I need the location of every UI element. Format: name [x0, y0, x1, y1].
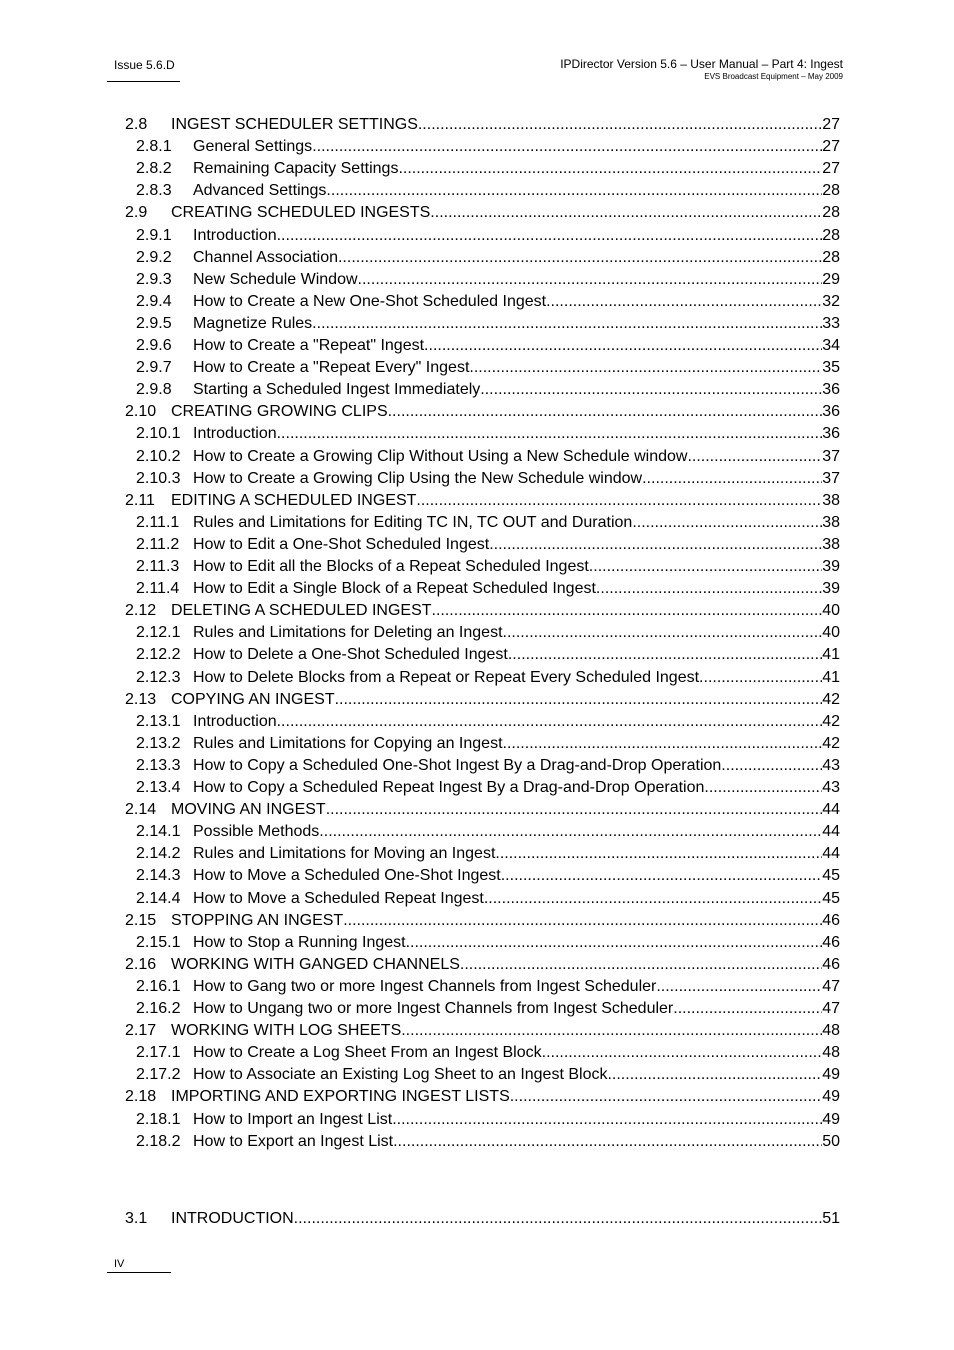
- toc-entry-line: [193, 180, 840, 202]
- toc-leader-dots: [358, 269, 823, 291]
- toc-entry[interactable]: [0, 1109, 954, 1131]
- toc-entry-number: 2.16.2: [136, 1000, 181, 1017]
- toc-leader-dots: [704, 777, 822, 799]
- toc-entry-number: 2.12.2: [136, 646, 181, 664]
- toc-entry-page: 51: [822, 1210, 840, 1227]
- toc-entry-page: 49: [822, 1088, 840, 1106]
- toc-entry-title: How to Create a Growing Clip Without Using a New Schedule window: [193, 447, 688, 465]
- footer-rule: [107, 1272, 171, 1273]
- toc-entry-page: 50: [822, 1132, 840, 1150]
- toc-entry[interactable]: [0, 799, 954, 821]
- toc-entry-number: 2.11: [125, 491, 155, 509]
- toc-leader-dots: [721, 755, 822, 777]
- toc-entry-title: Rules and Limitations for Editing TC IN, TC OUT and Duration: [193, 513, 633, 531]
- toc-entry-page: 44: [822, 845, 840, 863]
- toc-entry-title: How to Copy a Scheduled Repeat Ingest By a Drag-and-Drop Operation: [193, 779, 705, 796]
- toc-entry[interactable]: [0, 180, 954, 202]
- toc-leader-dots: [687, 446, 822, 468]
- toc-entry-title: EDITING A SCHEDULED INGEST: [171, 491, 417, 509]
- toc-entry[interactable]: [0, 1042, 954, 1064]
- toc-entry-page: 40: [822, 602, 840, 620]
- toc-entry-title: Channel Association: [193, 248, 338, 266]
- toc-entry-page: 42: [822, 712, 840, 730]
- toc-entry-page: 45: [822, 867, 840, 885]
- document-subtitle: EVS Broadcast Equipment – May 2009: [704, 72, 843, 81]
- toc-leader-dots: [277, 423, 823, 445]
- toc-entry[interactable]: [0, 202, 954, 224]
- toc-entry-title: Introduction: [193, 425, 277, 443]
- toc-entry-number: 2.9.5: [136, 314, 172, 332]
- toc-entry[interactable]: [0, 291, 954, 313]
- toc-entry-page: 27: [822, 116, 840, 133]
- toc-entry[interactable]: [0, 910, 954, 932]
- toc-leader-dots: [312, 136, 822, 158]
- toc-entry-number: 2.16.1: [136, 977, 181, 995]
- toc-leader-dots: [416, 490, 822, 512]
- toc-entry[interactable]: [0, 158, 954, 180]
- toc-leader-dots: [484, 888, 822, 910]
- toc-entry-number: 2.11.4: [136, 580, 180, 598]
- toc-entry[interactable]: [0, 379, 954, 401]
- toc-entry-number: 2.10: [125, 403, 157, 421]
- toc-entry-title: How to Create a "Repeat Every" Ingest: [193, 359, 470, 377]
- toc-leader-dots: [326, 799, 823, 821]
- toc-entry-number: 2.15.1: [136, 933, 181, 951]
- toc-entry-number: 2.17.1: [136, 1044, 181, 1062]
- toc-entry-title: Starting a Scheduled Ingest Immediately: [193, 381, 481, 399]
- toc-entry[interactable]: [0, 512, 954, 534]
- toc-entry-number: 2.9.4: [136, 292, 172, 310]
- toc-leader-dots: [430, 202, 822, 224]
- toc-entry-number: 2.9.6: [136, 337, 172, 354]
- toc-entry-line: [193, 158, 840, 180]
- toc-entry-line: [171, 490, 840, 512]
- toc-entry-number: 2.9.7: [136, 359, 172, 377]
- toc-entry[interactable]: [0, 976, 954, 998]
- header-title-block: [560, 57, 843, 82]
- toc-leader-dots: [424, 335, 822, 357]
- toc-entry-page: 42: [822, 690, 840, 708]
- toc-leader-dots: [503, 622, 823, 644]
- toc-entry[interactable]: [0, 556, 954, 578]
- toc-leader-dots: [589, 556, 822, 578]
- toc-entry-page: 37: [822, 447, 840, 465]
- toc-entry-line: [193, 269, 840, 291]
- toc-entry-number: 2.8: [125, 116, 148, 133]
- toc-entry-line: [193, 379, 840, 401]
- toc-entry-title: Rules and Limitations for Moving an Ingest: [193, 845, 496, 863]
- toc-leader-dots: [495, 843, 822, 865]
- toc-entry[interactable]: [0, 335, 954, 357]
- toc-entry-title: How to Import an Ingest List: [193, 1110, 393, 1128]
- toc-entry-line: [171, 114, 840, 136]
- toc-entry-number: 2.9.3: [136, 270, 172, 288]
- toc-entry-title: How to Create a Log Sheet From an Ingest Block: [193, 1044, 542, 1062]
- toc-entry[interactable]: [0, 821, 954, 843]
- toc-entry-page: 47: [822, 977, 840, 995]
- toc-entry[interactable]: [0, 1086, 954, 1108]
- toc-entry-number: 2.12.3: [136, 668, 181, 686]
- toc-leader-dots: [294, 1208, 823, 1230]
- toc-entry[interactable]: [0, 843, 954, 865]
- toc-entry-page: 38: [822, 513, 840, 531]
- toc-entry-page: 42: [822, 734, 840, 752]
- toc-entry[interactable]: [0, 423, 954, 445]
- toc-entry[interactable]: [0, 490, 954, 512]
- toc-leader-dots: [401, 1020, 822, 1042]
- toc-entry[interactable]: [0, 954, 954, 976]
- toc-entry-line: [193, 865, 840, 887]
- toc-entry-page: 49: [822, 1110, 840, 1128]
- toc-entry[interactable]: [0, 313, 954, 335]
- toc-entry-page: 36: [822, 403, 840, 421]
- toc-leader-dots: [277, 225, 823, 247]
- toc-entry-number: 2.15: [125, 911, 157, 929]
- toc-entry-line: [171, 689, 840, 711]
- toc-entry-number: 2.9.1: [136, 226, 172, 244]
- toc-entry-line: [193, 556, 840, 578]
- toc-leader-dots: [312, 313, 822, 335]
- toc-entry-title: How to Delete Blocks from a Repeat or Repeat Every Scheduled Ingest: [193, 668, 700, 686]
- toc-entry-page: 36: [822, 381, 840, 399]
- toc-entry[interactable]: [0, 1131, 954, 1153]
- toc-entry-page: 43: [822, 756, 840, 774]
- toc-entry-page: 28: [822, 226, 840, 244]
- toc-entry[interactable]: [0, 269, 954, 291]
- toc-entry[interactable]: [0, 446, 954, 468]
- toc-entry-page: 36: [822, 425, 840, 443]
- toc-entry-line: [171, 799, 840, 821]
- toc-leader-dots: [388, 401, 823, 423]
- toc-entry-number: 2.13.3: [136, 756, 181, 774]
- toc-entry-page: 33: [822, 314, 840, 332]
- toc-entry-title: New Schedule Window: [193, 270, 358, 288]
- toc-entry-page: 40: [822, 624, 840, 642]
- toc-leader-dots: [319, 821, 822, 843]
- toc-entry-page: 44: [822, 801, 840, 819]
- toc-entry-line: [193, 821, 840, 843]
- toc-entry[interactable]: [0, 777, 954, 799]
- toc-entry-page: 45: [822, 889, 840, 907]
- toc-leader-dots: [393, 1131, 822, 1153]
- toc-entry[interactable]: [0, 733, 954, 755]
- toc-entry-title: WORKING WITH LOG SHEETS: [171, 1022, 402, 1040]
- toc-entry-page: 46: [822, 933, 840, 951]
- toc-entry-page: 37: [822, 469, 840, 487]
- toc-entry-number: 2.18.2: [136, 1132, 181, 1150]
- toc-entry-line: [193, 446, 840, 468]
- toc-entry-number: 2.14.1: [136, 823, 181, 841]
- toc-entry-number: 2.8.1: [136, 138, 172, 156]
- toc-entry-page: 29: [822, 270, 840, 288]
- toc-entry[interactable]: [0, 1020, 954, 1042]
- toc-entry-title: CREATING SCHEDULED INGESTS: [171, 204, 431, 222]
- toc-entry[interactable]: [0, 932, 954, 954]
- toc-entry-line: [193, 976, 840, 998]
- toc-entry-line: [171, 1208, 840, 1230]
- toc-entry-page: 39: [822, 558, 840, 575]
- toc-entry-title: How to Stop a Running Ingest: [193, 933, 406, 951]
- toc-entry-number: 2.13: [125, 690, 157, 708]
- toc-entry-page: 46: [822, 911, 840, 929]
- toc-entry-page: 43: [822, 779, 840, 796]
- toc-leader-dots: [607, 1064, 822, 1086]
- toc-entry-line: [193, 1109, 840, 1131]
- toc-entry-number: 2.11.2: [136, 535, 180, 553]
- toc-entry[interactable]: [0, 468, 954, 490]
- toc-entry-title: Advanced Settings: [193, 182, 327, 200]
- toc-entry-title: How to Move a Scheduled Repeat Ingest: [193, 889, 484, 907]
- toc-entry-page: 32: [822, 292, 840, 310]
- toc-entry-number: 2.12.1: [136, 624, 181, 642]
- toc-leader-dots: [542, 1042, 823, 1064]
- toc-entry-line: [171, 954, 840, 976]
- toc-entry-title: CREATING GROWING CLIPS: [171, 403, 388, 421]
- toc-entry-line: [171, 600, 840, 622]
- toc-entry-number: 2.13.2: [136, 734, 181, 752]
- toc-entry-line: [171, 1020, 840, 1042]
- toc-entry-title: COPYING AN INGEST: [171, 690, 335, 708]
- toc-entry-page: 44: [822, 823, 840, 841]
- toc-leader-dots: [335, 689, 823, 711]
- toc-leader-dots: [503, 733, 823, 755]
- toc-leader-dots: [418, 114, 822, 136]
- toc-entry-title: How to Create a Growing Clip Using the New Schedule window: [193, 469, 643, 487]
- toc-entry-page: 27: [822, 138, 840, 156]
- toc-entry-line: [193, 733, 840, 755]
- toc-entry-line: [193, 777, 840, 799]
- toc-entry-title: General Settings: [193, 138, 313, 156]
- toc-entry-page: 38: [822, 491, 840, 509]
- toc-entry-page: 34: [822, 337, 840, 354]
- toc-entry-title: Rules and Limitations for Copying an Ingest: [193, 734, 503, 752]
- toc-entry-number: 2.14.4: [136, 889, 181, 907]
- toc-entry-number: 2.8.2: [136, 160, 172, 178]
- toc-entry-line: [193, 291, 840, 313]
- toc-entry[interactable]: [0, 755, 954, 777]
- toc-entry-title: Remaining Capacity Settings: [193, 160, 399, 178]
- toc-entry[interactable]: [0, 1064, 954, 1086]
- toc-entry-title: How to Associate an Existing Log Sheet to an Ingest Block: [193, 1066, 608, 1084]
- toc-entry[interactable]: [0, 622, 954, 644]
- toc-entry-page: 28: [822, 204, 840, 222]
- toc-entry-line: [171, 202, 840, 224]
- toc-entry-line: [193, 225, 840, 247]
- toc-entry-title: Rules and Limitations for Deleting an Ingest: [193, 624, 503, 642]
- toc-entry-page: 41: [822, 646, 840, 664]
- toc-entry[interactable]: [0, 225, 954, 247]
- toc-entry[interactable]: [0, 888, 954, 910]
- issue-label: Issue 5.6.D: [114, 58, 175, 72]
- toc-entry-title: Introduction: [193, 712, 277, 730]
- toc-entry-number: 2.11.3: [136, 558, 180, 575]
- toc-entry-title: How to Copy a Scheduled One-Shot Ingest By a Drag-and-Drop Operation: [193, 756, 722, 774]
- toc-entry-line: [193, 313, 840, 335]
- toc-entry-title: How to Edit a One-Shot Scheduled Ingest: [193, 535, 490, 553]
- toc-entry-number: 2.14.3: [136, 867, 181, 885]
- page-number: IV: [114, 1258, 125, 1270]
- toc-entry-title: Magnetize Rules: [193, 314, 313, 332]
- toc-entry-title: How to Create a New One-Shot Scheduled Ingest: [193, 292, 547, 310]
- toc-entry-line: [193, 247, 840, 269]
- toc-leader-dots: [406, 932, 823, 954]
- toc-entry[interactable]: [0, 865, 954, 887]
- toc-leader-dots: [632, 512, 822, 534]
- toc-entry-line: [193, 1131, 840, 1153]
- toc-entry[interactable]: [0, 667, 954, 689]
- toc-entry-number: 2.13.1: [136, 712, 181, 730]
- toc-entry-page: 48: [822, 1044, 840, 1062]
- toc-leader-dots: [546, 291, 822, 313]
- toc-entry-number: 2.12: [125, 602, 157, 620]
- toc-entry-page: 27: [822, 160, 840, 178]
- toc-leader-dots: [277, 711, 823, 733]
- toc-entry-line: [193, 468, 840, 490]
- header-rule: [107, 81, 180, 82]
- toc-entry-title: How to Gang two or more Ingest Channels from Ingest Scheduler: [193, 977, 657, 995]
- toc-entry-page: 49: [822, 1066, 840, 1084]
- toc-entry-page: 39: [822, 580, 840, 598]
- toc-entry-line: [193, 423, 840, 445]
- toc-entry-number: 2.10.3: [136, 469, 181, 487]
- toc-entry-line: [193, 512, 840, 534]
- toc-entry-number: 2.11.1: [136, 513, 180, 531]
- toc-entry-title: How to Edit a Single Block of a Repeat Scheduled Ingest: [193, 580, 596, 598]
- toc-leader-dots: [673, 998, 822, 1020]
- toc-entry-number: 2.16: [125, 955, 157, 973]
- toc-leader-dots: [398, 158, 822, 180]
- toc-entry-line: [171, 1086, 840, 1108]
- toc-leader-dots: [642, 468, 822, 490]
- toc-entry-number: 2.18: [125, 1088, 157, 1106]
- toc-entry-number: 2.13.4: [136, 779, 181, 796]
- toc-entry-title: How to Export an Ingest List: [193, 1132, 394, 1150]
- toc-entry[interactable]: [0, 600, 954, 622]
- toc-entry[interactable]: [0, 578, 954, 600]
- toc-leader-dots: [460, 954, 822, 976]
- toc-entry-number: 2.18.1: [136, 1110, 181, 1128]
- toc-leader-dots: [656, 976, 822, 998]
- toc-entry[interactable]: [0, 689, 954, 711]
- toc-entry-title: How to Delete a One-Shot Scheduled Ingest: [193, 646, 508, 664]
- toc-entry[interactable]: [0, 401, 954, 423]
- toc-entry-title: MOVING AN INGEST: [171, 801, 326, 819]
- toc-entry-number: 2.14.2: [136, 845, 181, 863]
- document-title: IPDirector Version 5.6 – User Manual – Part 4: Ingest: [560, 57, 843, 71]
- toc-entry-line: [193, 136, 840, 158]
- toc-leader-dots: [338, 247, 822, 269]
- toc-entry[interactable]: [0, 534, 954, 556]
- toc-entry-title: Possible Methods: [193, 823, 320, 841]
- toc-entry-title: STOPPING AN INGEST: [171, 911, 344, 929]
- toc-leader-dots: [480, 379, 822, 401]
- toc-entry[interactable]: [0, 357, 954, 379]
- toc-entry[interactable]: [0, 114, 954, 136]
- toc-entry[interactable]: [0, 136, 954, 158]
- toc-entry-line: [193, 755, 840, 777]
- toc-entry-line: [193, 357, 840, 379]
- toc-entry-title: INGEST SCHEDULER SETTINGS: [171, 116, 418, 133]
- toc-leader-dots: [326, 180, 822, 202]
- toc-entry[interactable]: [0, 711, 954, 733]
- toc-leader-dots: [510, 1086, 822, 1108]
- toc-entry-line: [171, 910, 840, 932]
- toc-entry-title: INTRODUCTION: [171, 1210, 294, 1227]
- toc-leader-dots: [489, 534, 822, 556]
- toc-entry-line: [193, 578, 840, 600]
- toc-entry-page: 35: [822, 359, 840, 377]
- toc-entry-line: [193, 1064, 840, 1086]
- toc-leader-dots: [596, 578, 822, 600]
- toc-entry[interactable]: [0, 998, 954, 1020]
- toc-entry-title: How to Move a Scheduled One-Shot Ingest: [193, 867, 501, 885]
- toc-entry-number: 2.10.1: [136, 425, 181, 443]
- toc-leader-dots: [392, 1109, 822, 1131]
- toc-leader-dots: [508, 644, 822, 666]
- toc-entry-title: DELETING A SCHEDULED INGEST: [171, 602, 432, 620]
- toc-entry-page: 48: [822, 1022, 840, 1040]
- toc-entry-number: 2.10.2: [136, 447, 181, 465]
- toc-entry-number: 2.14: [125, 801, 157, 819]
- toc-entry-line: [193, 711, 840, 733]
- toc-entry-number: 2.17.2: [136, 1066, 181, 1084]
- toc-leader-dots: [699, 667, 822, 689]
- toc-entry-title: How to Ungang two or more Ingest Channels from Ingest Scheduler: [193, 1000, 674, 1017]
- toc-entry-line: [193, 644, 840, 666]
- toc-entry-line: [193, 335, 840, 357]
- toc-entry-number: 2.9.2: [136, 248, 172, 266]
- toc-leader-dots: [432, 600, 823, 622]
- toc-entry-title: Introduction: [193, 226, 277, 244]
- toc-entry[interactable]: [0, 247, 954, 269]
- toc-entry-line: [193, 622, 840, 644]
- toc-entry-line: [193, 888, 840, 910]
- toc-entry-page: 38: [822, 535, 840, 553]
- toc-entry-number: 2.8.3: [136, 182, 172, 200]
- toc-entry-line: [171, 401, 840, 423]
- toc-entry-page: 41: [822, 668, 840, 686]
- toc-entry-page: 47: [822, 1000, 840, 1017]
- toc-entry-line: [193, 843, 840, 865]
- toc-entry-line: [193, 998, 840, 1020]
- toc-entry-number: 2.9.8: [136, 381, 172, 399]
- toc-entry-title: WORKING WITH GANGED CHANNELS: [171, 955, 460, 973]
- toc-entry-page: 46: [822, 955, 840, 973]
- toc-entry-line: [193, 667, 840, 689]
- toc-entry-number: 3.1: [125, 1210, 148, 1227]
- toc-leader-dots: [343, 910, 822, 932]
- toc-entry[interactable]: [0, 1208, 954, 1230]
- toc-entry-page: 28: [822, 182, 840, 200]
- toc-entry-line: [193, 932, 840, 954]
- toc-leader-dots: [469, 357, 822, 379]
- toc-leader-dots: [501, 865, 822, 887]
- toc-entry-line: [193, 534, 840, 556]
- toc-entry-title: How to Create a "Repeat" Ingest: [193, 337, 425, 354]
- toc-entry-title: IMPORTING AND EXPORTING INGEST LISTS: [171, 1088, 510, 1106]
- toc-entry-line: [193, 1042, 840, 1064]
- toc-entry-number: 2.17: [125, 1022, 157, 1040]
- toc-entry[interactable]: [0, 644, 954, 666]
- toc-entry-number: 2.9: [125, 204, 148, 222]
- toc-entry-title: How to Edit all the Blocks of a Repeat Scheduled Ingest: [193, 558, 589, 575]
- toc-entry-page: 28: [822, 248, 840, 266]
